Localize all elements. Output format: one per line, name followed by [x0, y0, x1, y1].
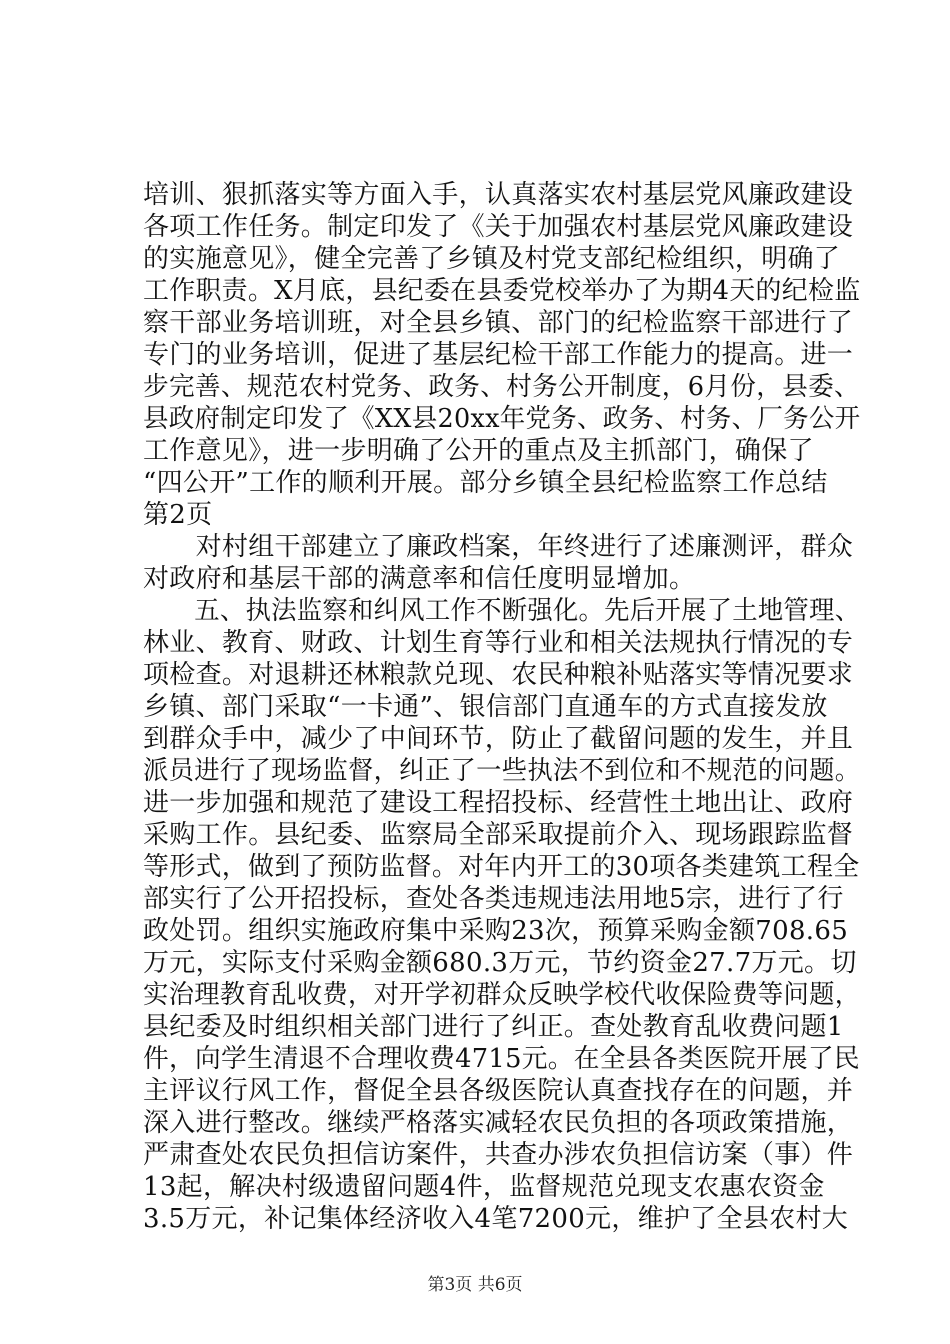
- text-line: 乡镇、部门采取“一卡通”、银信部门直通车的方式直接发放: [143, 692, 828, 722]
- text-line: 县政府制定印发了《XX县20xx年党务、政务、村务、厂务公开: [143, 404, 861, 434]
- text-line: 13起，解决村级遗留问题4件，监督规范兑现支农惠农资金: [143, 1172, 825, 1202]
- text-line: 严肃查处农民负担信访案件，共查办涉农负担信访案（事）件: [143, 1140, 854, 1170]
- text-line: 专门的业务培训，促进了基层纪检干部工作能力的提高。进一: [143, 340, 854, 370]
- text-line: 3.5万元，补记集体经济收入4笔7200元，维护了全县农村大: [143, 1204, 849, 1234]
- text-line: 件，向学生清退不合理收费4715元。在全县各类医院开展了民: [143, 1044, 860, 1074]
- text-line: 主评议行风工作，督促全县各级医院认真查找存在的问题，并: [143, 1076, 854, 1106]
- text-line: 实治理教育乱收费，对开学初群众反映学校代收保险费等问题，: [143, 980, 861, 1010]
- text-line: 步完善、规范农村党务、政务、村务公开制度，6月份，县委、: [143, 372, 860, 402]
- text-line: 到群众手中，减少了中间环节，防止了截留问题的发生，并且: [143, 724, 854, 754]
- text-line: 项检查。对退耕还林粮款兑现、农民种粮补贴落实等情况要求: [143, 660, 854, 690]
- text-line: 进一步加强和规范了建设工程招投标、经营性土地出让、政府: [143, 788, 854, 818]
- text-line: 对村组干部建立了廉政档案，年终进行了述廉测评，群众: [143, 532, 854, 562]
- text-line: 第2页: [143, 500, 213, 530]
- text-line: 工作意见》，进一步明确了公开的重点及主抓部门，确保了: [143, 436, 814, 466]
- text-line: 部实行了公开招投标，查处各类违规违法用地5宗，进行了行: [143, 884, 844, 914]
- text-line: 深入进行整改。继续严格落实减轻农民负担的各项政策措施，: [143, 1108, 854, 1138]
- text-line: 采购工作。县纪委、监察局全部采取提前介入、现场跟踪监督: [143, 820, 854, 850]
- text-line: 等形式，做到了预防监督。对年内开工的30项各类建筑工程全: [143, 852, 860, 882]
- text-line: 林业、教育、财政、计划生育等行业和相关法规执行情况的专: [143, 628, 854, 658]
- text-line: 培训、狠抓落实等方面入手，认真落实农村基层党风廉政建设: [143, 180, 854, 210]
- text-line: 察干部业务培训班，对全县乡镇、部门的纪检监察干部进行了: [143, 308, 854, 338]
- text-line: 派员进行了现场监督，纠正了一些执法不到位和不规范的问题。: [143, 756, 861, 786]
- text-line: “四公开”工作的顺利开展。部分乡镇全县纪检监察工作总结: [143, 468, 828, 498]
- text-line: 政处罚。组织实施政府集中采购23次，预算采购金额708.65: [143, 916, 849, 946]
- text-line: 的实施意见》，健全完善了乡镇及村党支部纪检组织，明确了: [143, 244, 841, 274]
- text-line: 对政府和基层干部的满意率和信任度明显增加。: [143, 564, 696, 594]
- text-line: 各项工作任务。制定印发了《关于加强农村基层党风廉政建设: [143, 212, 854, 242]
- page-number-footer: 第3页 共6页: [427, 1275, 523, 1295]
- text-line: 县纪委及时组织相关部门进行了纠正。查处教育乱收费问题1: [143, 1012, 844, 1042]
- text-line: 工作职责。X月底，县纪委在县委党校举办了为期4天的纪检监: [143, 276, 861, 306]
- text-line: 万元，实际支付采购金额680.3万元，节约资金27.7万元。切: [143, 948, 857, 978]
- text-line: 五、执法监察和纠风工作不断强化。先后开展了土地管理、: [143, 596, 861, 626]
